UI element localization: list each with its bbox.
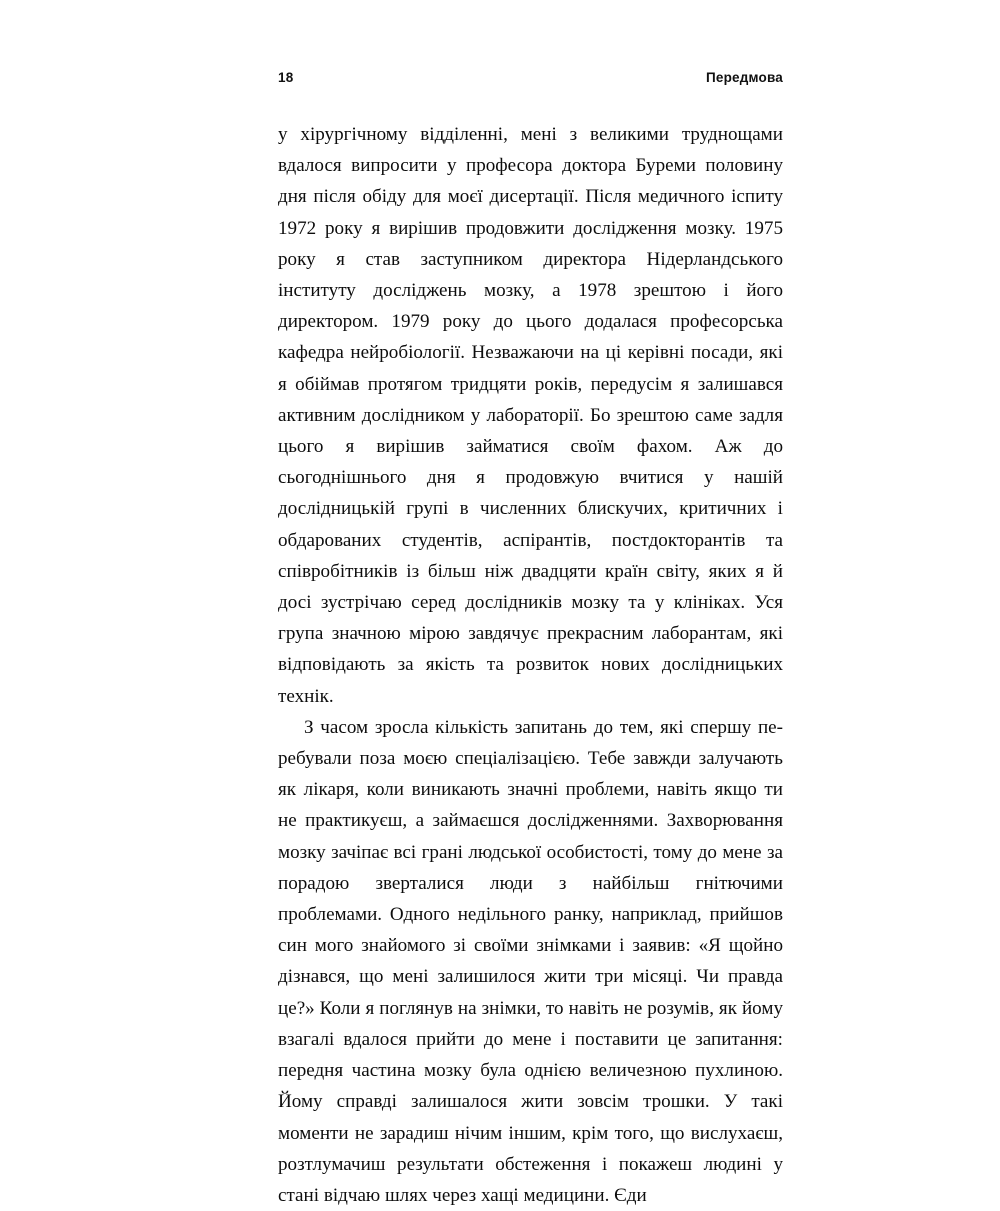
page-content-area	[278, 70, 783, 1211]
paragraph: у хірургічному відділенні, мені з великими труднощами вдалося випросити у професора доктора Буреми половину дня після обіду для моєї дисертації. Після медичного іспиту 1972 року я вирішив продовжити дослідження мозку. 1975 року я став заступником директора Нідерландського інституту досліджень мозку, а 1978 зрештою і його директором. 1979 року до цього додалася професорська кафедра нейробіології. Незважаючи на ці керівні посади, які я обіймав протягом тридцяти років, передусім я залишався активним дослідником у лабораторії. Бо зрештою саме задля цього я вирішив займатися своїм фахом. Аж до сьогоднішнього дня я продовжую вчитися у нашій дослідницькій групі в численних блискучих, критичних і обдарованих студентів, аспірантів, постдокторантів та співробітників із більш ніж двадцяти країн світу, яких я й досі зустрічаю серед дослідників мозку та у клініках. Уся група значною мірою завдячує прекрасним лаборантам, які відповідають за якість та розвиток нових дослідницьких технік.	[278, 124, 783, 707]
page-number: 18	[278, 70, 294, 85]
running-head	[278, 70, 783, 85]
chapter-title: Передмова	[705, 70, 783, 85]
paragraph: З часом зросла кількість запитань до тем, які спершу перебували поза моєю спеціалізацією. Тебе завжди залучають як лікаря, коли виникають значні проблеми, навіть якщо ти не практикуєш, а займаєшся дослідженнями. Захворювання мозку зачіпає всі грані людської особистості, тому до мене за порадою зверталися люди з найбільш гнітючими проблемами. Одного недільного ранку, наприклад, прийшов син мого знайомого зі своїми знімками і заявив: «Я щойно дізнався, що мені залишилося жити три місяці. Чи правда це?» Коли я поглянув на знімки, то навіть не розумів, як йому взагалі вдалося прийти до мене і поставити це запитання: передня частина мозку була однією величезною пухлиною. Йому справді залишалося жити зовсім трошки. У такі моменти не зарадиш нічим іншим, крім того, що вислухаєш, розтлумачиш результати обстеження і покажеш людині у стані відчаю шлях через хащі медицини. Єди	[278, 716, 783, 1206]
body-text	[278, 119, 783, 1211]
